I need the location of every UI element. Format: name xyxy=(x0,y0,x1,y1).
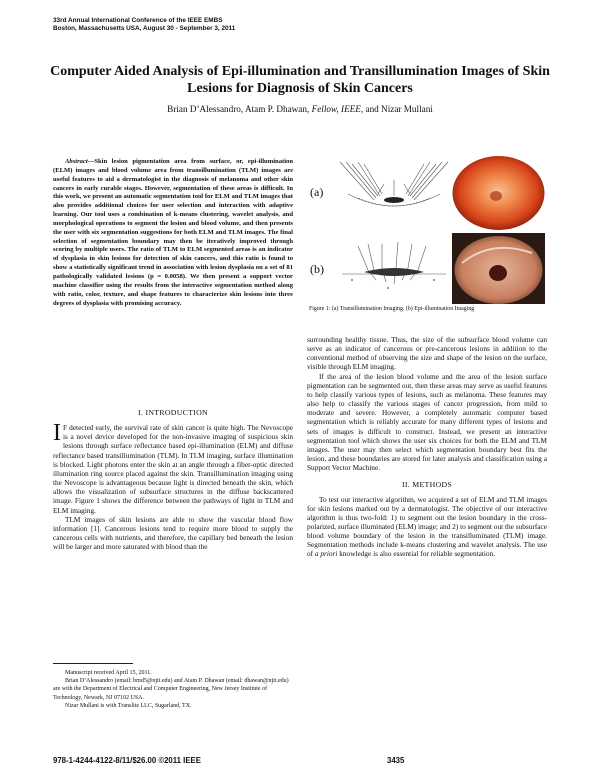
transillumination-diagram xyxy=(338,160,450,222)
epi-illumination-diagram xyxy=(338,240,450,298)
author-names-1: Brian D’Alessandro, Atam P. Dhawan, xyxy=(167,104,310,114)
transillumination-photo xyxy=(452,156,545,230)
methods-text-b: knowledge is also essential for reliable segmentation. xyxy=(337,549,496,559)
footnote-affiliation-2: Nizar Mullani is with Translite LLC, Sugarland, TX. xyxy=(65,702,192,709)
conference-header-line2: Boston, Massachusetts USA, August 30 - September 3, 2011 xyxy=(53,25,236,32)
epi-illumination-photo xyxy=(452,233,545,304)
methods-paragraph-1 xyxy=(307,495,547,559)
footer-isbn: 978-1-4244-4122-8/11/$26.00 ©2011 IEEE xyxy=(53,756,201,765)
column-left xyxy=(53,408,293,551)
right-paragraph-1: surrounding healthy tissue. Thus, the size of the subsurface blood volume can serve as an indicator of cancerous or pre-cancerous lesions in addition to the conventional method of observing the size and shape of the lesion on the surface, visible through ELM imaging. xyxy=(307,335,547,372)
right-paragraph-2: If the area of the lesion blood volume and the area of the lesion surface pigmentation can be segmented out, then these areas may serve as useful features to help classify various types of lesions, such as melanoma. These features may also help to classify the various stages of cancer progression, from mild to moderate and severe. However, a completely automatic computer based segmentation which is reliably accurate for many different types of lesions and sets of images is difficult to construct. Instead, we present an interactive segmentation tool which shows the user six choices for both the ELM and TLM images. The user may then select which segmentation boundary best fits the lesion, and these boundaries are stored for later analysis and classification using a Support Vector Machine. xyxy=(307,371,547,473)
methods-text-a: To test our interactive algorithm, we acquired a set of ELM and TLM images for skin lesions marked out by a dermatologist. The objective of our interactive algorithm is thus two-fold: 1) to segment out the lesion boundary in the cross-polarized, surface illuminated (ELM) image; and 2) to segment out the subsurface blood volume boundary of the lesion in the transilluminated (TLM) image. Segmentation methods include k-means clustering and wavelet analysis. The use of xyxy=(307,494,547,559)
intro-paragraph-1 xyxy=(53,420,293,515)
conference-header-line1: 33rd Annual International Conference of the IEEE EMBS xyxy=(53,17,223,24)
figure-caption: Figure 1: (a) Transillumination Imaging. (b) Epi-illumination Imaging xyxy=(309,306,475,312)
abstract xyxy=(53,158,293,308)
footnotes xyxy=(53,669,293,710)
conference-header xyxy=(53,17,235,33)
paper-title: Computer Aided Analysis of Epi-illumination and Transillumination Images of Skin Lesions for Diagnosis of Skin Cancers xyxy=(50,64,550,96)
author-fellow: Fellow, IEEE xyxy=(311,104,361,114)
column-right xyxy=(307,335,547,559)
drop-cap: I xyxy=(53,420,61,447)
figure-label-b: (b) xyxy=(310,262,324,276)
methods-text-emphasis: a priori xyxy=(314,549,338,559)
section-heading-intro: I. INTRODUCTION xyxy=(138,408,208,417)
section-heading-methods: II. METHODS xyxy=(401,480,453,490)
abstract-text: —Skin lesion pigmentation area from surface, or, epi-illumination (ELM) images and blood volume area from transillumination (TLM) images are useful features to aid a dermatologist in the diagnosis of melanoma and other skin cancers in early curable stages. However, segmentation of these areas is difficult. In this work, we present an automatic segmentation tool for ELM and TLM images that also provides additional choices for user selection and interaction with adaptive learning. Our tool uses a combination of k-means clustering, wavelet analysis, and morphological operations to segment the lesion and blood volume, and then presents the user with six segmentation suggestions for both ELM and TLM images. The final selection of segmentation boundary may then be iteratively improved through scoring by multiple users. The ratio of TLM to ELM segmented areas is an indicator of dysplasia in skin lesions for detection of skin cancers, and this ratio is found to show a statistically significant trend in association with lesion dysplasia on a set of 81 pathologically validated lesions (p = 0.0058). We then present a support vector machine classifier using the results from the interactive segmentation method along with ratio, color, texture, and shape features to characterize skin lesions into three degrees of dysplasia with promising accuracy. xyxy=(53,158,293,307)
footnote-affiliation-1: Brian D’Alessandro (email: bmd5@njit.edu) and Atam P. Dhawan (email: dhawan@njit.edu) are with the Department of Electrical and Computer Engineering, New Jersey Institute of Technology, Newark, NJ 07102 USA. xyxy=(53,678,289,701)
footnote-rule xyxy=(53,663,133,664)
abstract-lead: Abstract xyxy=(65,158,88,165)
author-names-2: , and Nizar Mullani xyxy=(360,104,433,114)
page-number: 3435 xyxy=(387,756,405,765)
intro-paragraph-2: TLM images of skin lesions are able to show the vascular blood flow information [1]. Cancerous lesions tend to require more blood to supply the cancerous cells with nutrients, and therefore, the capillary bed beneath the lesion will be larger and more saturated with blood than the xyxy=(53,514,293,552)
figure-label-a: (a) xyxy=(310,185,324,199)
author-line xyxy=(40,104,560,114)
intro-paragraph-1-text: F detected early, the survival rate of skin cancer is quite high. The Nevoscope is a novel device developed for the non-invasive imaging of suspicious skin lesions through surface reflectance based epi-illumination (ELM) and diffuse reflectance based transillumination (TLM). In TLM imaging, surface illumination is blocked. Light photons enter the skin at an angle through a fiber-optic directed illumination ring source placed against the skin. Transillumination imaging using the Nevoscope is advantageous because light is directed beneath the skin, which allows the visualization of subsurface structures in the diffuse backscattered image. Figure 1 shows the difference between the pathways of light in TLM and ELM imaging. xyxy=(53,423,293,515)
footnote-received: Manuscript received April 15, 2011. xyxy=(65,670,152,676)
